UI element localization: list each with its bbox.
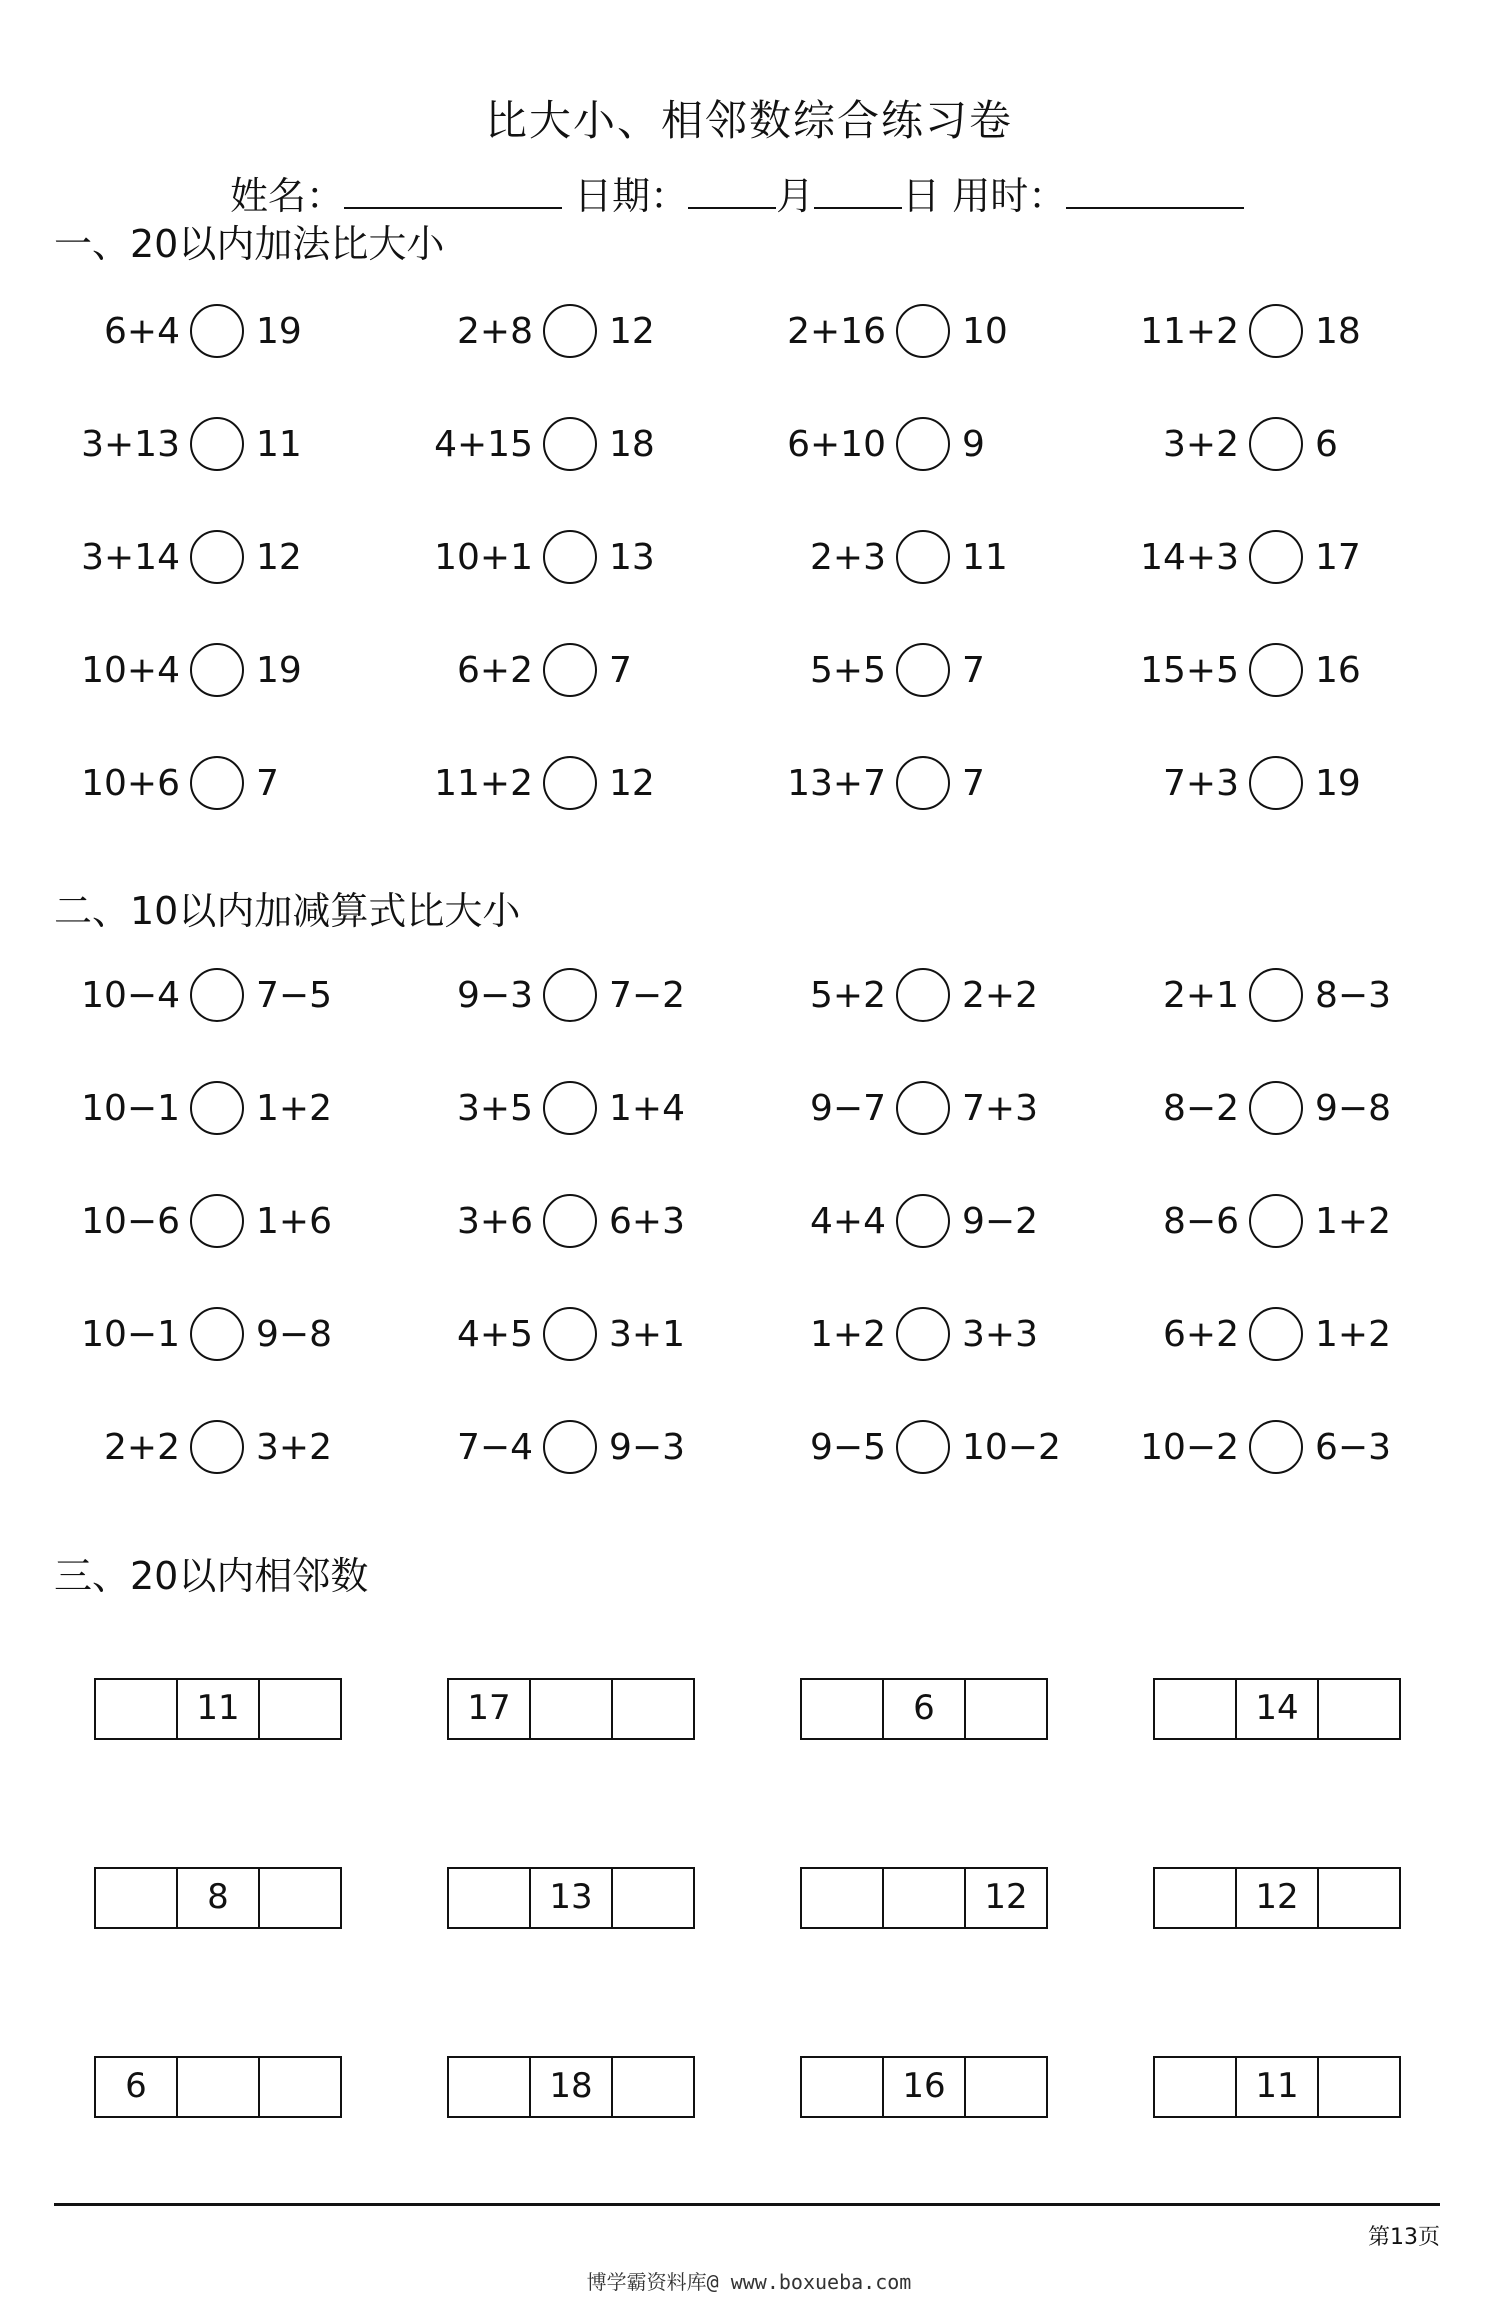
right-expression: 7 <box>256 763 279 804</box>
left-expression: 6+10 <box>787 424 886 465</box>
neighbor-box <box>447 1867 695 1929</box>
left-expression: 3+14 <box>81 537 180 578</box>
right-expression: 7 <box>962 763 985 804</box>
compare-circle-answer[interactable] <box>1249 1420 1303 1474</box>
left-expression: 6+2 <box>457 650 533 691</box>
compare-circle-answer[interactable] <box>543 968 597 1022</box>
neighbor-answer-cell[interactable] <box>258 1869 340 1927</box>
neighbor-answer-cell[interactable] <box>1155 2058 1235 2116</box>
right-expression: 1+2 <box>256 1088 332 1129</box>
compare-circle-answer[interactable] <box>190 304 244 358</box>
left-expression: 4+15 <box>434 424 533 465</box>
right-expression: 7 <box>609 650 632 691</box>
compare-circle-answer[interactable] <box>190 756 244 810</box>
left-expression: 4+5 <box>457 1314 533 1355</box>
right-expression: 6+3 <box>609 1201 685 1242</box>
compare-circle-answer[interactable] <box>190 1081 244 1135</box>
compare-circle-answer[interactable] <box>896 968 950 1022</box>
compare-circle-answer[interactable] <box>1249 304 1303 358</box>
neighbor-given-cell: 12 <box>1235 1869 1317 1927</box>
neighbor-given-cell: 12 <box>964 1869 1046 1927</box>
left-expression: 11+2 <box>434 763 533 804</box>
section1-title: 一、20以内加法比大小 <box>54 222 445 266</box>
left-expression: 15+5 <box>1140 650 1239 691</box>
neighbor-answer-cell[interactable] <box>964 2058 1046 2116</box>
mixed-compare-row <box>0 1418 1498 1478</box>
left-expression: 5+5 <box>810 650 886 691</box>
name-blank[interactable] <box>344 173 562 209</box>
left-expression: 9−3 <box>457 975 533 1016</box>
page-number: 第13页 <box>1368 2225 1440 2250</box>
neighbor-box <box>1153 1678 1401 1740</box>
left-expression: 10+6 <box>81 763 180 804</box>
right-expression: 10−2 <box>962 1427 1061 1468</box>
left-expression: 7−4 <box>457 1427 533 1468</box>
right-expression: 7 <box>962 650 985 691</box>
right-expression: 1+2 <box>1315 1201 1391 1242</box>
neighbor-answer-cell[interactable] <box>96 1680 176 1738</box>
neighbor-given-cell: 11 <box>176 1680 258 1738</box>
compare-circle-answer[interactable] <box>543 530 597 584</box>
neighbor-row <box>0 1678 1498 1740</box>
compare-circle-answer[interactable] <box>190 643 244 697</box>
neighbor-answer-cell[interactable] <box>611 1680 693 1738</box>
left-expression: 6+2 <box>1163 1314 1239 1355</box>
neighbor-answer-cell[interactable] <box>1317 1680 1399 1738</box>
footer-divider <box>54 2203 1440 2206</box>
month-label: 月 <box>776 174 815 218</box>
compare-circle-answer[interactable] <box>1249 1194 1303 1248</box>
add-compare-row <box>0 754 1498 814</box>
neighbor-given-cell: 17 <box>467 1688 511 1728</box>
right-expression: 19 <box>256 650 302 691</box>
right-expression: 9−3 <box>609 1427 685 1468</box>
right-expression: 7−5 <box>256 975 332 1016</box>
neighbor-answer-cell[interactable] <box>96 1869 176 1927</box>
left-expression: 3+6 <box>457 1201 533 1242</box>
right-expression: 18 <box>609 424 655 465</box>
right-expression: 7−2 <box>609 975 685 1016</box>
compare-circle-answer[interactable] <box>543 1420 597 1474</box>
mixed-compare-row <box>0 1192 1498 1252</box>
left-expression: 5+2 <box>810 975 886 1016</box>
left-expression: 2+16 <box>787 311 886 352</box>
add-compare-row <box>0 528 1498 588</box>
right-expression: 1+2 <box>1315 1314 1391 1355</box>
right-expression: 7+3 <box>962 1088 1038 1129</box>
compare-circle-answer[interactable] <box>543 304 597 358</box>
left-expression: 2+3 <box>810 537 886 578</box>
compare-circle-answer[interactable] <box>190 1307 244 1361</box>
neighbor-answer-cell[interactable] <box>964 1680 1046 1738</box>
compare-circle-answer[interactable] <box>1249 530 1303 584</box>
compare-circle-answer[interactable] <box>190 1194 244 1248</box>
right-expression: 6−3 <box>1315 1427 1391 1468</box>
neighbor-box <box>800 1867 1048 1929</box>
section2-title: 二、10以内加减算式比大小 <box>54 889 521 933</box>
right-expression: 12 <box>609 763 655 804</box>
neighbor-answer-cell[interactable] <box>1317 2058 1399 2116</box>
neighbor-answer-cell[interactable] <box>449 1869 529 1927</box>
left-expression: 10−6 <box>81 1201 180 1242</box>
right-expression: 10 <box>962 311 1008 352</box>
compare-circle-answer[interactable] <box>190 968 244 1022</box>
compare-circle-answer[interactable] <box>896 643 950 697</box>
compare-circle-answer[interactable] <box>896 417 950 471</box>
compare-circle-answer[interactable] <box>190 530 244 584</box>
mixed-compare-row <box>0 1079 1498 1139</box>
neighbor-answer-cell[interactable] <box>449 2058 529 2116</box>
neighbor-answer-cell[interactable] <box>611 1869 693 1927</box>
compare-circle-answer[interactable] <box>543 1194 597 1248</box>
neighbor-answer-cell[interactable] <box>802 1680 882 1738</box>
neighbor-answer-cell[interactable] <box>1317 1869 1399 1927</box>
compare-circle-answer[interactable] <box>896 756 950 810</box>
right-expression: 1+6 <box>256 1201 332 1242</box>
right-expression: 9−8 <box>256 1314 332 1355</box>
neighbor-box <box>447 2056 695 2118</box>
compare-circle-answer[interactable] <box>896 304 950 358</box>
left-expression: 10−1 <box>81 1314 180 1355</box>
mixed-compare-row <box>0 966 1498 1026</box>
neighbor-box <box>94 1867 342 1929</box>
neighbor-answer-cell[interactable] <box>529 1680 611 1738</box>
left-expression: 4+4 <box>810 1201 886 1242</box>
neighbor-box <box>1153 2056 1401 2118</box>
neighbor-given-cell: 6 <box>882 1680 964 1738</box>
compare-circle-answer[interactable] <box>543 1307 597 1361</box>
right-expression: 3+3 <box>962 1314 1038 1355</box>
neighbor-answer-cell[interactable] <box>176 2058 258 2116</box>
compare-circle-answer[interactable] <box>1249 1081 1303 1135</box>
neighbor-box <box>94 2056 342 2118</box>
student-info-line <box>230 165 1244 220</box>
neighbor-given-cell: 13 <box>529 1869 611 1927</box>
left-expression: 3+2 <box>1163 424 1239 465</box>
left-expression: 10−4 <box>81 975 180 1016</box>
left-expression: 8−6 <box>1163 1201 1239 1242</box>
neighbor-given-cell: 8 <box>176 1869 258 1927</box>
neighbor-row <box>0 2056 1498 2118</box>
compare-circle-answer[interactable] <box>896 530 950 584</box>
right-expression: 12 <box>256 537 302 578</box>
neighbor-answer-cell[interactable] <box>882 1869 964 1927</box>
neighbor-given-cell: 16 <box>882 2058 964 2116</box>
neighbor-answer-cell[interactable] <box>611 2058 693 2116</box>
left-expression: 2+8 <box>457 311 533 352</box>
compare-circle-answer[interactable] <box>1249 1307 1303 1361</box>
compare-circle-answer[interactable] <box>543 756 597 810</box>
right-expression: 3+2 <box>256 1427 332 1468</box>
right-expression: 11 <box>256 424 302 465</box>
right-expression: 19 <box>1315 763 1361 804</box>
neighbor-answer-cell[interactable] <box>802 2058 882 2116</box>
add-compare-row <box>0 641 1498 701</box>
right-expression: 9 <box>962 424 985 465</box>
right-expression: 8−3 <box>1315 975 1391 1016</box>
compare-circle-answer[interactable] <box>896 1420 950 1474</box>
day-label: 日 <box>902 174 941 218</box>
left-expression: 6+4 <box>104 311 180 352</box>
compare-circle-answer[interactable] <box>190 1420 244 1474</box>
compare-circle-answer[interactable] <box>543 417 597 471</box>
left-expression: 10+1 <box>434 537 533 578</box>
left-expression: 14+3 <box>1140 537 1239 578</box>
right-expression: 12 <box>609 311 655 352</box>
left-expression: 10+4 <box>81 650 180 691</box>
mixed-compare-row <box>0 1305 1498 1365</box>
left-expression: 10−2 <box>1140 1427 1239 1468</box>
right-expression: 17 <box>1315 537 1361 578</box>
compare-circle-answer[interactable] <box>1249 968 1303 1022</box>
left-expression: 3+5 <box>457 1088 533 1129</box>
neighbor-given-cell: 14 <box>1235 1680 1317 1738</box>
neighbor-given-cell: 11 <box>1235 2058 1317 2116</box>
section3-title: 三、20以内相邻数 <box>54 1554 369 1598</box>
neighbor-box <box>447 1678 695 1740</box>
right-expression: 13 <box>609 537 655 578</box>
compare-circle-answer[interactable] <box>190 417 244 471</box>
neighbor-answer-cell[interactable] <box>802 1869 882 1927</box>
compare-circle-answer[interactable] <box>896 1081 950 1135</box>
name-label: 姓名： <box>230 174 345 218</box>
right-expression: 11 <box>962 537 1008 578</box>
neighbor-box <box>1153 1867 1401 1929</box>
compare-circle-answer[interactable] <box>1249 643 1303 697</box>
right-expression: 16 <box>1315 650 1361 691</box>
compare-circle-answer[interactable] <box>896 1194 950 1248</box>
right-expression: 3+1 <box>609 1314 685 1355</box>
right-expression: 9−8 <box>1315 1088 1391 1129</box>
right-expression: 6 <box>1315 424 1338 465</box>
time-blank[interactable] <box>1066 173 1244 209</box>
left-expression: 10−1 <box>81 1088 180 1129</box>
neighbor-given-cell: 6 <box>125 2066 147 2106</box>
left-expression: 9−5 <box>810 1427 886 1468</box>
date-label: 日期： <box>574 174 689 218</box>
add-compare-row <box>0 302 1498 362</box>
compare-circle-answer[interactable] <box>543 643 597 697</box>
compare-circle-answer[interactable] <box>543 1081 597 1135</box>
neighbor-answer-cell[interactable] <box>1155 1869 1235 1927</box>
neighbor-box <box>94 1678 342 1740</box>
left-expression: 2+1 <box>1163 975 1239 1016</box>
right-expression: 18 <box>1315 311 1361 352</box>
left-expression: 8−2 <box>1163 1088 1239 1129</box>
neighbor-given-cell: 18 <box>529 2058 611 2116</box>
compare-circle-answer[interactable] <box>1249 756 1303 810</box>
left-expression: 9−7 <box>810 1088 886 1129</box>
left-expression: 7+3 <box>1163 763 1239 804</box>
compare-circle-answer[interactable] <box>1249 417 1303 471</box>
left-expression: 11+2 <box>1140 311 1239 352</box>
compare-circle-answer[interactable] <box>896 1307 950 1361</box>
day-blank[interactable] <box>814 173 902 209</box>
neighbor-row <box>0 1867 1498 1929</box>
right-expression: 9−2 <box>962 1201 1038 1242</box>
right-expression: 19 <box>256 311 302 352</box>
neighbor-answer-cell[interactable] <box>258 2058 340 2116</box>
neighbor-box <box>800 1678 1048 1740</box>
right-expression: 2+2 <box>962 975 1038 1016</box>
neighbor-answer-cell[interactable] <box>1155 1680 1235 1738</box>
page-title: 比大小、相邻数综合练习卷 <box>484 96 1013 145</box>
left-expression: 1+2 <box>810 1314 886 1355</box>
add-compare-row <box>0 415 1498 475</box>
left-expression: 3+13 <box>81 424 180 465</box>
right-expression: 1+4 <box>609 1088 685 1129</box>
left-expression: 13+7 <box>787 763 886 804</box>
time-label: 用时： <box>952 174 1067 218</box>
month-blank[interactable] <box>688 173 776 209</box>
watermark: 博学霸资料库@ www.boxueba.com <box>586 2270 912 2294</box>
neighbor-box <box>800 2056 1048 2118</box>
left-expression: 2+2 <box>104 1427 180 1468</box>
neighbor-answer-cell[interactable] <box>258 1680 340 1738</box>
